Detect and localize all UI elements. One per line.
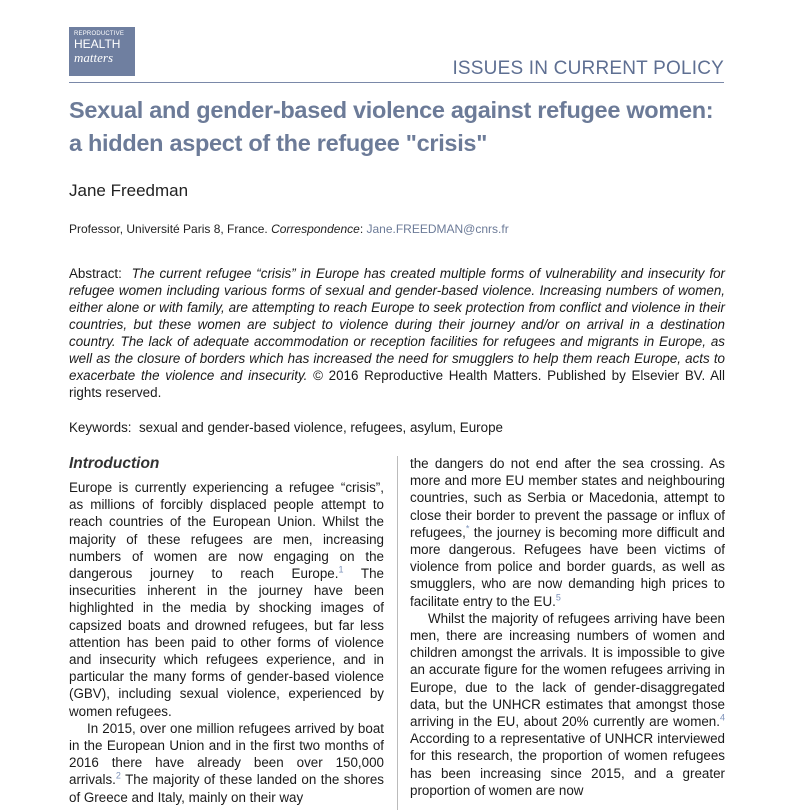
paragraph-text: According to a representative of UNHCR interviewed for this research, the proportion of women refugees has been increasing since 2015, and a greater proportion of women are now: [410, 731, 725, 798]
paragraph: [69, 479, 384, 720]
citation-ref[interactable]: 1: [338, 564, 344, 575]
citation-ref[interactable]: 4: [719, 712, 725, 723]
section-label: ISSUES IN CURRENT POLICY: [452, 58, 724, 79]
article-title: Sexual and gender-based violence against refugee women: a hidden aspect of the refugee "crisis": [69, 97, 714, 156]
correspondence-label: Correspondence: [271, 222, 360, 236]
introduction-heading: Introduction: [69, 455, 160, 472]
logo-line-1: REPRODUCTIVE: [74, 31, 125, 37]
logo-line-2: HEALTH: [74, 37, 121, 51]
paragraph-text: the dangers do not end after the sea crossing. As more and more EU member states and neighbouring countries, such as Serbia or Macedonia, attempt to close their border to prevent the passage or influx of refugees,: [410, 456, 725, 540]
paragraph: [410, 455, 725, 610]
paragraph-text: the journey is becoming more difficult and more dangerous. Refugees have been victims of violence from police and border guards, as well as smugglers, who are now demanding high prices to facilitate entry to the EU.: [410, 524, 725, 609]
paragraph-text: Europe is currently experiencing a refugee “crisis”, as millions of forcibly displaced people attempt to reach countries of the European Union. Whilst the majority of these refugees are men, increasing numbers of women are now engaging on the dangerous journey to reach Europe.: [69, 480, 384, 582]
citation-ref[interactable]: 2: [115, 770, 121, 781]
abstract-label: Abstract:: [69, 266, 122, 281]
paragraph-text: In 2015, over one million refugees arrived by boat in the European Union and in the first two months of 2016 there have already been over 150,000 arrivals.: [69, 720, 384, 788]
author-name: Jane Freedman: [69, 181, 189, 200]
body-column-left: [69, 453, 384, 806]
affiliation: Professor, Université Paris 8, France. Correspondence: Jane.FREEDMAN@cnrs.fr: [69, 222, 509, 236]
abstract-copyright: © 2016 Reproductive Health Matters. Published by Elsevier BV. All rights reserved.: [69, 368, 725, 400]
affiliation-text: Professor, Université Paris 8, France.: [69, 222, 272, 236]
paragraph: [69, 720, 384, 806]
keywords: [69, 420, 503, 435]
paragraph-text: The insecurities inherent in the journey have been highlighted in the media by shocking images of capsized boats and drowned refugees, but far less attention has been paid to other forms of violence and insecurity which refugees experience, and in particular the many forms of gender-based violence (GBV), including sexual violence, experienced by women refugees.: [69, 566, 384, 719]
keywords-text: sexual and gender-based violence, refugees, asylum, Europe: [138, 420, 503, 435]
citation-ref[interactable]: *: [465, 523, 470, 534]
logo-line-3: matters: [74, 50, 113, 65]
author-email-link[interactable]: Jane.FREEDMAN@cnrs.fr: [366, 222, 509, 236]
column-divider: [397, 456, 398, 810]
keywords-label: Keywords:: [69, 420, 132, 435]
paragraph-text: Whilst the majority of refugees arriving have been men, there are increasing numbers of women and children amongst the arrivals. It is impossible to give an accurate figure for the women refugees arriving in Europe, due to the lack of gender-disaggregated data, but the UNHCR estimates that amongst those arriving in the EU, about 20% currently are women.: [410, 610, 725, 730]
abstract: [69, 265, 725, 401]
abstract-text: The current refugee “crisis” in Europe has created multiple forms of vulnerability and insecurity for refugee women including various forms of sexual and gender-based violence. Increasing numbers of women, either alone or with family, are attempting to reach Europe to seek protection from conflict and violence in their countries, but these women are subject to violence during their journey and/or on arrival in a destination country. The lack of adequate accommodation or reception facilities for refugees and migrants in Europe, as well as the closure of borders which has increased the need for smugglers to help them reach Europe, acts to exacerbate the violence and insecurity.: [69, 266, 725, 383]
journal-logo: [69, 27, 135, 76]
paragraph: [410, 610, 725, 799]
citation-ref[interactable]: 5: [555, 592, 561, 603]
header-rule: [69, 82, 724, 83]
body-column-right: [410, 455, 725, 799]
paragraph-text: The majority of these landed on the shores of Greece and Italy, mainly on their way: [69, 772, 384, 805]
